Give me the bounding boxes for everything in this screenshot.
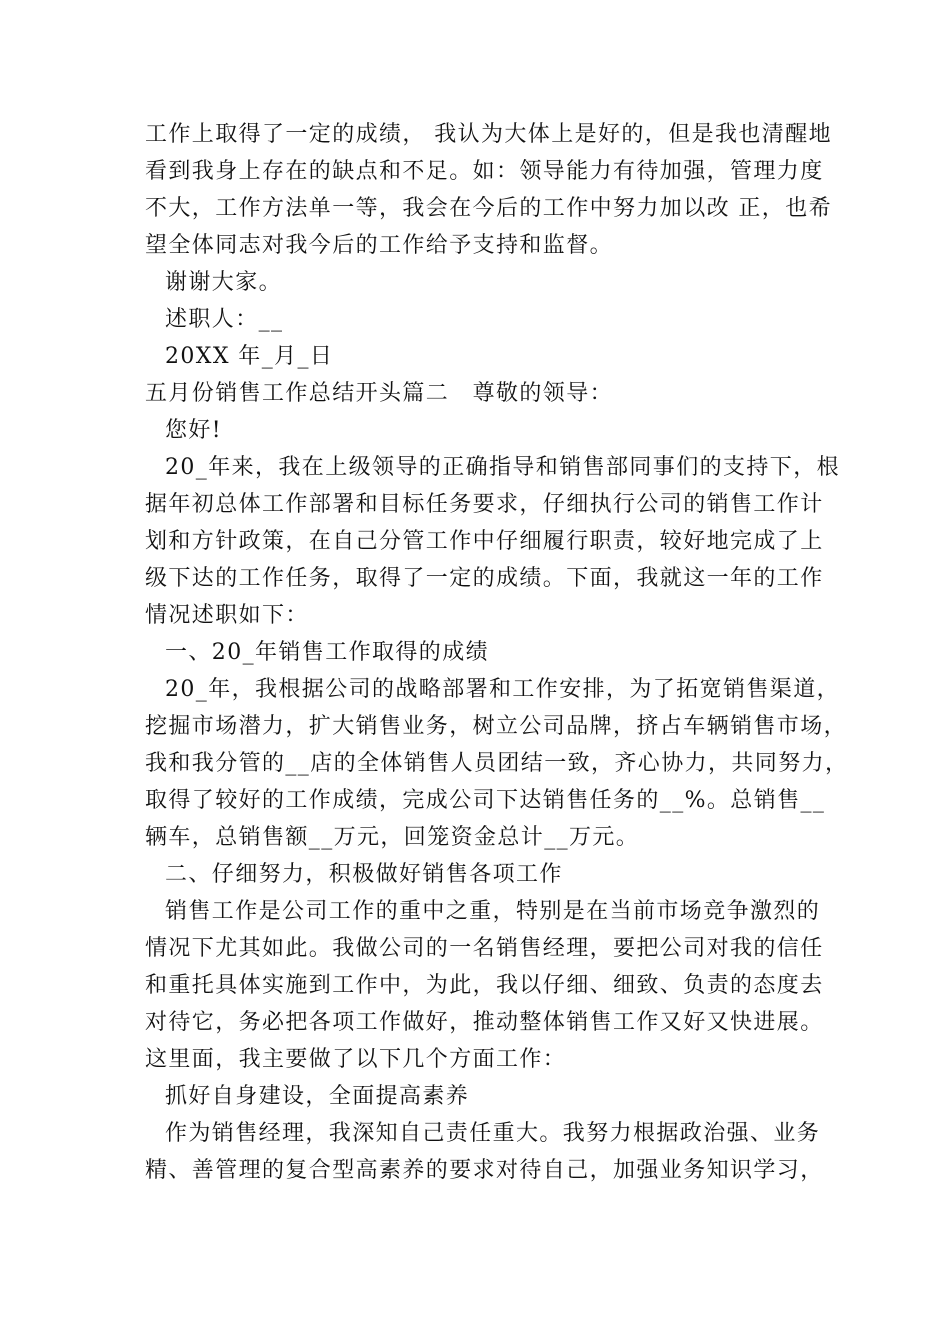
- body-text-line: 精、善管理的复合型高素养的要求对待自己，加强业务知识学习，: [145, 1158, 824, 1183]
- body-text-line: 销售工作是公司工作的重中之重，特别是在当前市场竞争激烈的: [165, 899, 821, 924]
- body-text-line: 20_年，我根据公司的战略部署和工作安排，为了拓宽销售渠道，: [165, 677, 840, 702]
- body-text-line: 工作上取得了一定的成绩， 我认为大体上是好的，但是我也清醒地: [145, 122, 832, 147]
- thanks-line: 谢谢大家。: [165, 270, 283, 295]
- body-text-line: 这里面，我主要做了以下几个方面工作：: [145, 1047, 567, 1072]
- body-text-line: 20_年来，我在上级领导的正确指导和销售部同事们的支持下，根: [165, 455, 840, 480]
- subheading-line: 二、仔细努力，积极做好销售各项工作: [165, 862, 563, 887]
- date-line: 20XX 年_月_日: [165, 344, 334, 369]
- body-text-line: 挖掘市场潜力，扩大销售业务，树立公司品牌，挤占车辆销售市场，: [145, 714, 848, 739]
- body-text-line: 不大，工作方法单一等，我会在今后的工作中努力加以改 正，也希: [145, 196, 832, 221]
- body-text-line: 和重托具体实施到工作中，为此，我以仔细、细致、负责的态度去: [145, 973, 824, 998]
- body-text-line: 情况下尤其如此。我做公司的一名销售经理，要把公司对我的信任: [145, 936, 824, 961]
- body-text-line: 我和我分管的__店的全体销售人员团结一致，齐心协力，共同努力，: [145, 751, 849, 776]
- document-body: [145, 116, 849, 1189]
- body-text-line: 划和方针政策，在自己分管工作中仔细履行职责，较好地完成了上: [145, 529, 824, 554]
- body-text-line: 级下达的工作任务，取得了一定的成绩。下面，我就这一年的工作: [145, 566, 824, 591]
- body-text-line: 作为销售经理，我深知自己责任重大。我努力根据政治强、业务: [165, 1121, 821, 1146]
- body-text-line: 望全体同志对我今后的工作给予支持和监督。: [145, 233, 614, 258]
- body-text-line: 辆车，总销售额__万元，回笼资金总计__万元。: [145, 825, 640, 850]
- body-text-line: 看到我身上存在的缺点和不足。如：领导能力有待加强，管理力度: [145, 159, 824, 184]
- section-heading: 五月份销售工作总结开头篇二 尊敬的领导：: [145, 381, 614, 406]
- body-text-line: 取得了较好的工作成绩，完成公司下达销售任务的__%。总销售__: [145, 788, 826, 813]
- body-text-line: 据年初总体工作部署和目标任务要求，仔细执行公司的销售工作计: [145, 492, 824, 517]
- greeting-line: 您好!: [165, 418, 223, 443]
- subheading-line: 一、20_年销售工作取得的成绩: [165, 640, 489, 665]
- subheading-line: 抓好自身建设，全面提高素养: [165, 1084, 470, 1109]
- signature-line: 述职人：__: [165, 307, 284, 332]
- body-text-line: 对待它，务必把各项工作做好，推动整体销售工作又好又快进展。: [145, 1010, 824, 1035]
- body-text-line: 情况述职如下：: [145, 603, 309, 628]
